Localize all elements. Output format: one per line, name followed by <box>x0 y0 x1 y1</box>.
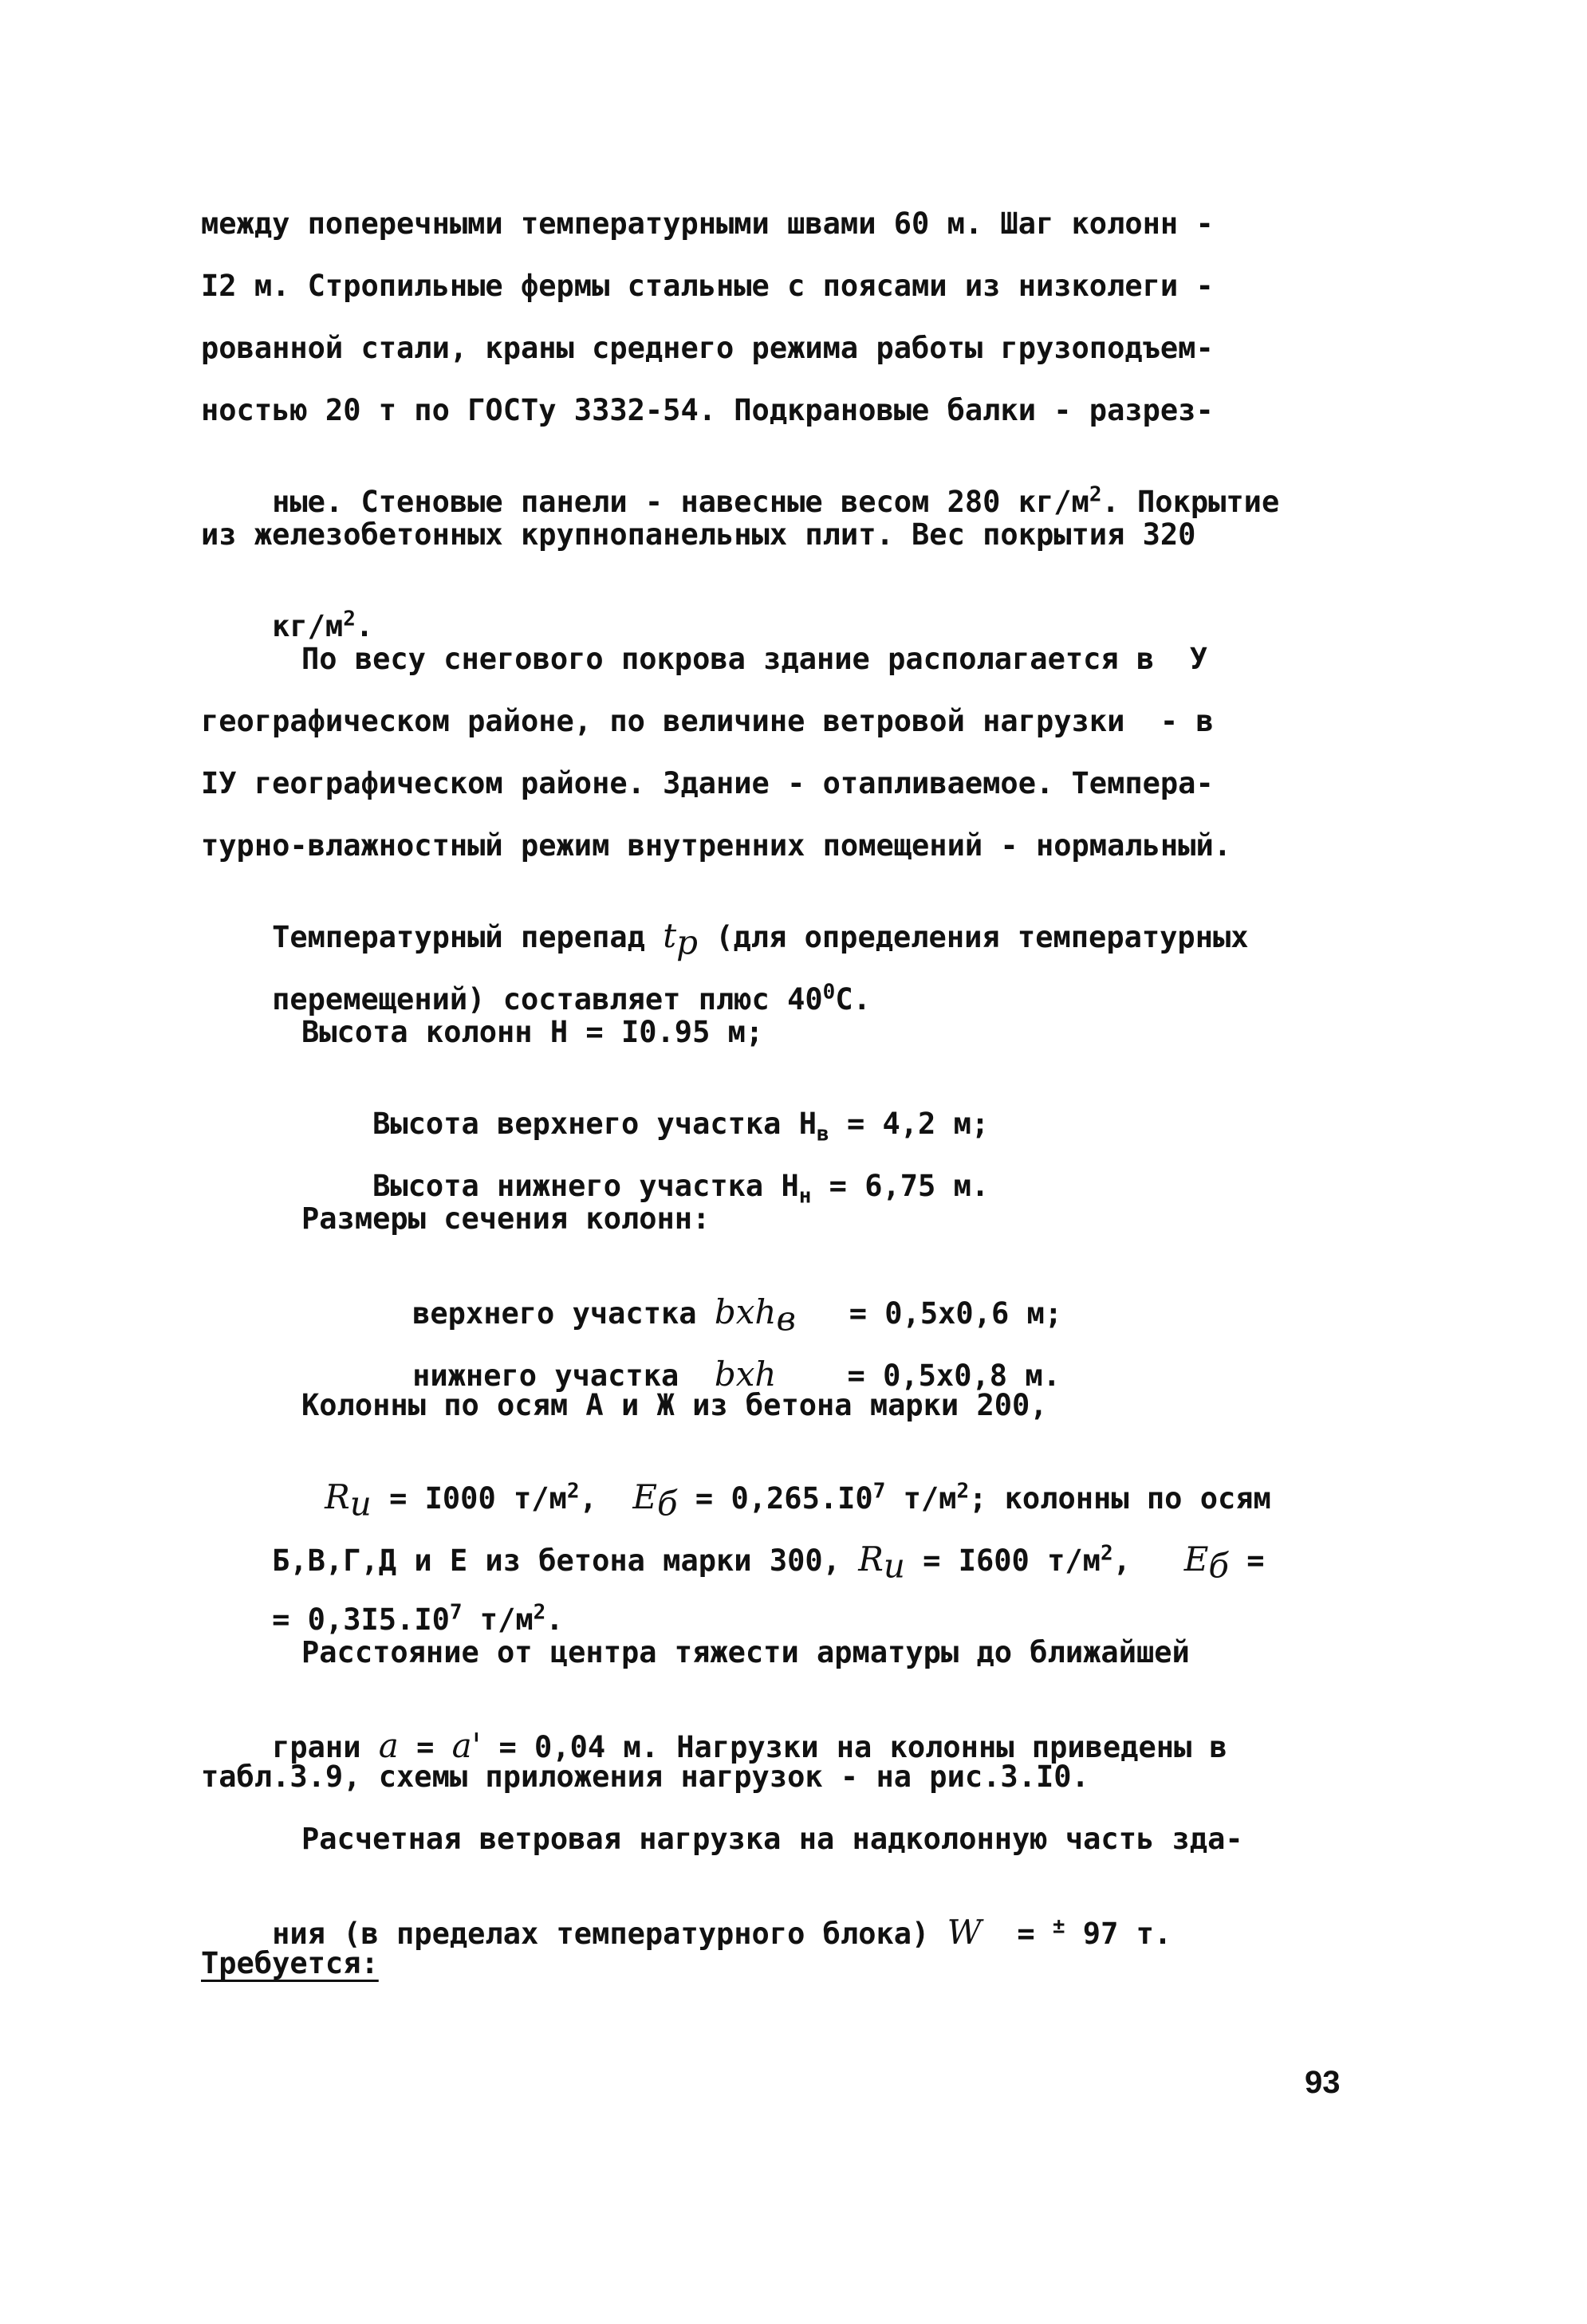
text-line: грани a = a' = 0,04 м. Нагрузки на колонны приведены в <box>272 1726 1227 1765</box>
required-heading: Требуется: <box>201 1946 379 1980</box>
page-number: 93 <box>1305 2065 1341 2100</box>
text-line: географическом районе, по величине ветровой нагрузки - в <box>201 704 1214 738</box>
text-line: верхнего участка bxh$_в$ = 0,5х0,6 м; <box>412 1292 1063 1339</box>
text-line: турно-влажностный режим внутренних помещений - нормальный. <box>201 828 1232 863</box>
text-line: $кг/м^2$. <box>272 607 374 643</box>
text-line: IУ географическом районе. Здание - отапливаемое. Темпера- <box>201 766 1214 800</box>
text-line: между поперечными температурными швами 60 м. Шаг колонн - <box>201 206 1214 241</box>
text-line: Температурный перепад $t_p$ (для определения температурных <box>272 916 1249 962</box>
text-line: перемещений) составляет плюс $40^0С$. <box>272 980 871 1017</box>
text-line: ностью 20 т по ГОСТу 3332-54. Подкрановые балки - разрез- <box>201 393 1214 427</box>
text-line: Колонны по осям А и Ж из бетона марки 200, <box>301 1388 1048 1422</box>
text-line: нижнего участка bxh = 0,5х0,8 м. <box>412 1355 1061 1394</box>
text-line: из железобетонных крупнопанельных плит. Вес покрытия 320 <box>201 517 1196 552</box>
text-line: $R_и = I000$ $т/м^2$, $E_б = 0,265.I0^7$ $т/м^2$; колонны по осям <box>325 1477 1271 1524</box>
text-line: Б,В,Г,Д и Е из бетона марки 300, $R_и = I600$ $т/м^2$, $E_б$ = <box>272 1540 1265 1586</box>
text-line: Расстояние от центра тяжести арматуры до ближайшей <box>301 1635 1190 1669</box>
text-line: = $0,3I5.I0^7$ $т/м^2$. <box>272 1600 564 1637</box>
text-line: Высота нижнего участка $Н_н = 6,75$ м. <box>372 1169 990 1209</box>
text-line: табл.3.9, схемы приложения нагрузок - на рис.3.I0. <box>201 1760 1089 1794</box>
text-line: ния (в пределах температурного блока) W = ± 97 т. <box>272 1913 1172 1952</box>
text-line: По весу снегового покрова здание располагается в У <box>301 642 1208 676</box>
text-line: ные. Стеновые панели - навесные весом 280 $кг/м^2$. Покрытие <box>272 482 1280 519</box>
text-line: Высота верхнего участка $Н_в = 4,2$ м; <box>372 1107 990 1146</box>
text-line: рованной стали, краны среднего режима работы грузоподъем- <box>201 331 1214 365</box>
math-t: t <box>663 916 677 955</box>
text-line: Высота колонн Н = I0.95 м; <box>301 1015 764 1049</box>
text-line: I2 м. Стропильные фермы стальные с поясами из низколеги - <box>201 269 1214 303</box>
text-line: Размеры сечения колонн: <box>301 1201 711 1236</box>
text-line: Расчетная ветровая нагрузка на надколонную часть зда- <box>301 1822 1243 1856</box>
